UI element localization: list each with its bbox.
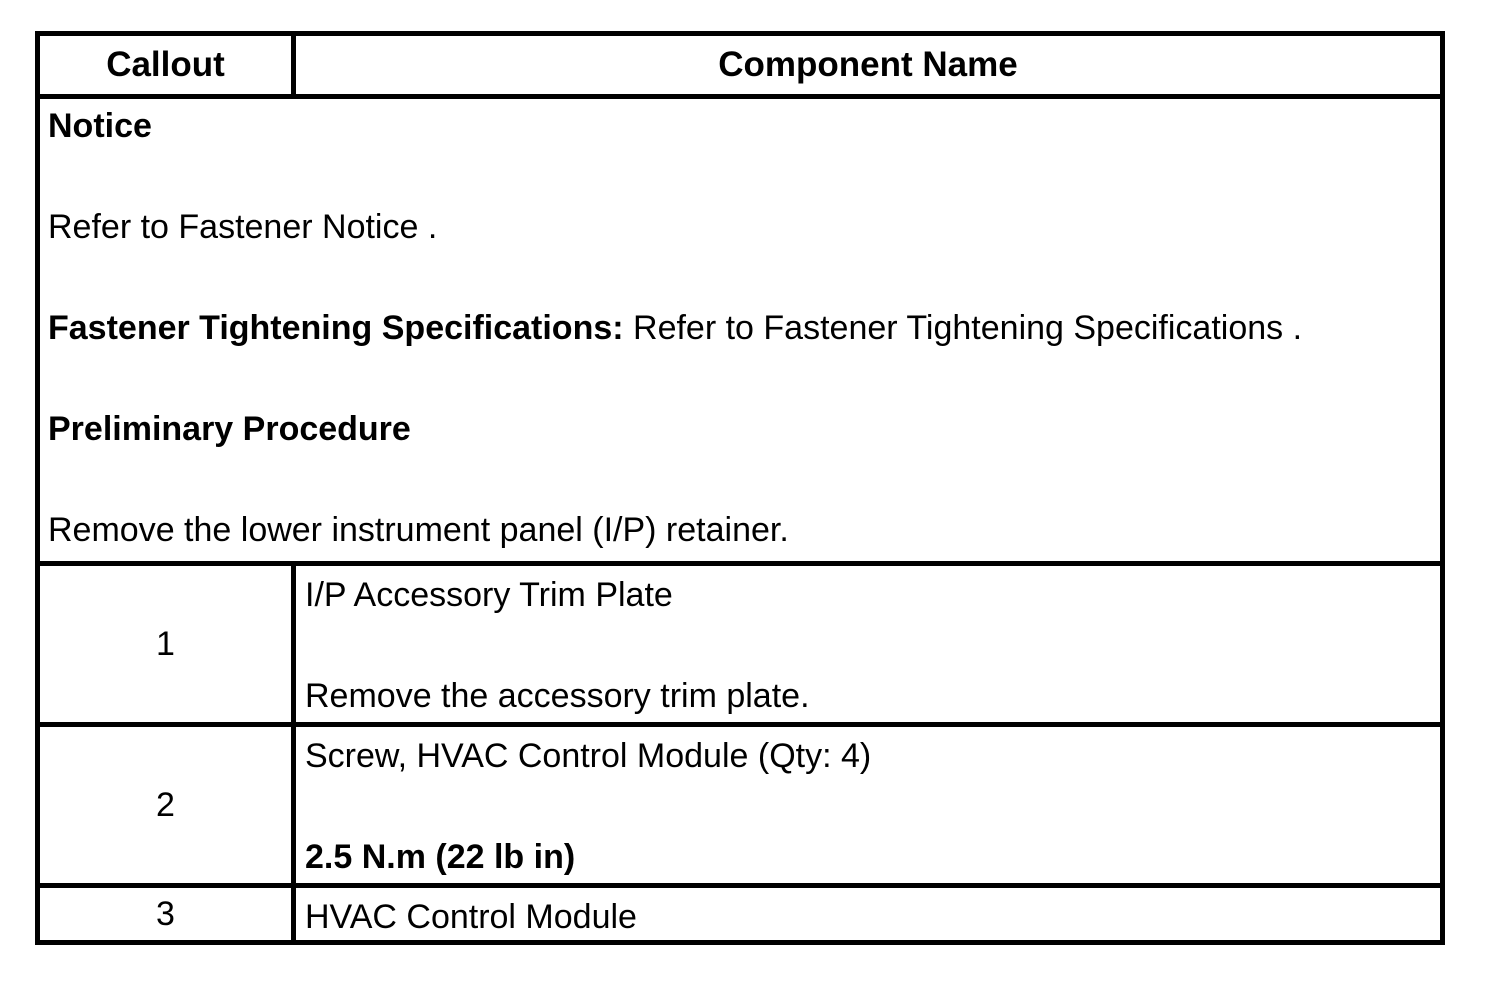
notice-refer-text: Refer to Fastener Notice . <box>48 208 438 246</box>
component-name: Screw, HVAC Control Module (Qty: 4) <box>305 737 872 775</box>
component-cell <box>296 888 1440 940</box>
notice-row <box>40 94 1440 561</box>
header-component-name: Component Name <box>718 45 1018 84</box>
callout-number: 2 <box>40 727 296 883</box>
table-row <box>40 883 1440 940</box>
header-callout: Callout <box>40 36 296 94</box>
fastener-spec-text: Refer to Fastener Tightening Specifications . <box>623 309 1303 347</box>
torque-spec: 2.5 N.m (22 lb in) <box>305 838 576 876</box>
table-header-row <box>40 36 1440 94</box>
component-cell <box>296 566 1440 722</box>
fastener-spec-label: Fastener Tightening Specifications: <box>48 309 624 347</box>
component-name: I/P Accessory Trim Plate <box>305 576 673 614</box>
component-table <box>35 31 1445 945</box>
notice-content <box>48 105 1302 561</box>
component-name: HVAC Control Module <box>305 898 637 936</box>
preliminary-procedure-title: Preliminary Procedure <box>48 410 411 448</box>
component-cell <box>296 727 1440 883</box>
table-row <box>40 722 1440 883</box>
fastener-spec-line <box>48 307 1302 349</box>
table-row <box>40 561 1440 722</box>
callout-number: 3 <box>40 888 296 940</box>
notice-title: Notice <box>48 107 152 145</box>
component-detail: Remove the accessory trim plate. <box>305 677 810 715</box>
callout-number: 1 <box>40 566 296 722</box>
preliminary-procedure-text: Remove the lower instrument panel (I/P) retainer. <box>48 511 789 549</box>
